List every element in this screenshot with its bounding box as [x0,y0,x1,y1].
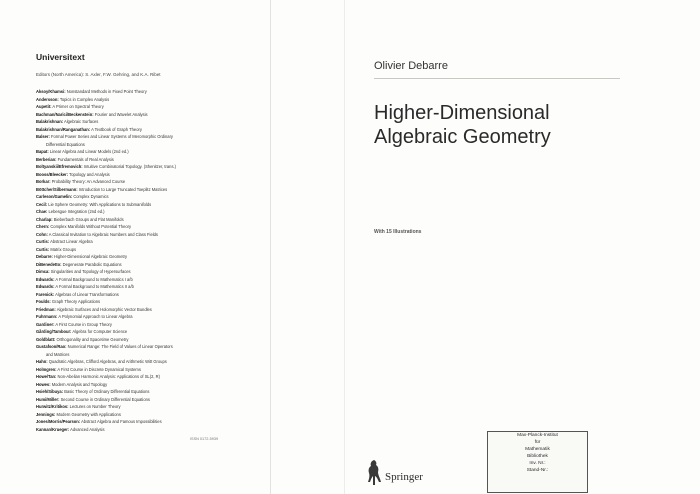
series-list-item [36,403,278,411]
stamp-line: Inv. Nr.: [529,461,546,466]
series-item-author: Curtis: [36,246,50,252]
series-item-title: Non-Abelian Harmonic Analysis: Applications of SL(2, R) [57,374,160,379]
series-list-item [36,103,278,111]
series-item-title: A Polynomial Approach to Linear Algebra [58,314,133,319]
series-item-author: Balser: [36,134,50,139]
series-item-title: Complex Dynamics [73,194,109,199]
series-item-title: Bieberbach Groups and Flat Manifolds [53,216,124,222]
series-list-item [36,88,278,96]
series-item-title: Nonstandard Methods in Fixed Point Theory [66,89,147,94]
series-item-author: Farenick: [36,291,55,297]
series-item-author: Aksoy/Khamsi: [36,89,66,94]
series-list-item [36,268,278,276]
stamp-line: Bibliothek [527,454,548,459]
series-item-author: Edwards: [36,284,55,289]
series-item-author: Gårding/Tambour: [36,329,72,334]
series-item-title: A Textbook of Graph Theory [91,126,142,132]
series-item-title: Lebesgue Integration (2nd ed.) [48,209,105,214]
series-item-title: Linear Algebra and Linear Models (2nd ed.) [49,149,129,154]
series-item-title: A First Course in Discrete Dynamical Systems [57,366,141,372]
series-item-title: A Classical Invitation to Algebraic Numbers and Class Fields [48,231,158,237]
stamp-line: Max-Planck-Institut [517,433,558,438]
series-item-title: Higher-Dimensional Algebraic Geometry [53,254,128,259]
series-book-list [36,88,278,433]
series-list-item [36,186,278,194]
series-list-item [36,193,278,201]
series-item-author: DiBenedetto: [36,261,62,267]
series-item-author: Edwards: [36,276,55,282]
series-list-item [36,148,278,156]
series-item-author: Gustafson/Rao: [36,344,67,349]
series-item-author: Dimca: [36,269,50,274]
series-item-title: Differential Equations [46,141,85,147]
series-list-item [36,426,278,434]
series-item-title: Topology and Analysis [69,171,110,177]
series-item-title: A First Course in Group Theory [55,321,112,327]
series-list-item [36,201,278,209]
series-item-author: Goldblatt: [36,336,56,342]
series-item-title: Modern Analysis and Topology [51,381,108,387]
series-item-title: and Matrices [46,351,70,357]
series-item-title: Second Course in Ordinary Differential Equations [60,396,150,402]
series-item-title: Abstract Linear Algebra [50,239,93,244]
series-item-author: Howe/Tan: [36,374,57,379]
series-list-item [36,328,278,336]
series-item-author: Fuhrmann: [36,314,58,319]
title-page [344,0,700,494]
series-list-item [36,208,278,216]
illustrations-note: With 15 Illustrations [374,229,422,235]
springer-horse-icon [365,458,383,488]
series-item-author: Hurwitz/Kritikos: [36,404,69,409]
series-item-author: Hsieh/Sibuya: [36,389,64,394]
series-list-item [36,373,278,381]
series-list-item [36,216,278,224]
series-editors: Editors (North America): S. Axler, F.W. Gehring, and K.A. Ribet [36,72,161,77]
series-list-item [36,178,278,186]
series-item-title: Formal Power Series and Linear Systems of Meromorphic Ordinary [51,134,173,139]
series-list-item [36,118,278,126]
library-stamp [487,431,588,493]
series-item-author: Holmgren: [36,366,57,372]
series-item-title: Topics in Complex Analysis [59,96,110,102]
series-list-item [36,96,278,104]
series-list-item [36,291,278,299]
title-rule [374,78,620,79]
series-item-author: Aupetit: [36,104,52,109]
series-item-author: Gardiner: [36,321,55,327]
series-item-title: Advanced Analysis [70,426,105,432]
series-list-item [36,358,278,366]
series-list-item [36,253,278,261]
series-list-item [36,261,278,269]
series-item-author: Cohn: [36,231,48,237]
series-list-item [36,223,278,231]
series-list-item [36,111,278,119]
series-item-author: Kannan/Krueger: [36,426,70,432]
series-item-author: Curtis: [36,239,50,244]
series-item-title: Lie Sphere Geometry: With Applications to Submanifolds [48,201,152,207]
series-item-title: Abstract Algebra and Famous Impossibilities [81,419,162,424]
book-title-line-1: Higher-Dimensional [374,102,550,124]
series-item-title: A Formal Background to Mathematics II a/b [55,284,134,289]
series-item-author: Borkar: [36,179,51,184]
series-item-title: Quadratic Algebras, Clifford Algebras, and Arithmetic Witt Groups [48,359,167,364]
series-item-author: Foulds: [36,299,51,304]
series-item-title: Modern Geometry with Applications [56,411,121,417]
series-item-title: Fundamentals of Real Analysis [57,156,114,162]
publisher-name: Springer [385,471,423,483]
series-list-item [36,171,278,179]
series-list-item [36,388,278,396]
series-list-item [36,321,278,329]
series-item-title: Degenerate Parabolic Equations [62,261,122,267]
series-item-author: Bachman/Narici/Beckenstein: [36,111,94,117]
series-list-item [36,246,278,254]
series-item-title: Basic Theory of Ordinary Differential Equations [64,389,150,394]
series-list-item [36,231,278,239]
series-item-author: Carleson/Gamelin: [36,194,73,199]
series-list-item [36,396,278,404]
series-item-author: Balakrishnan/Ranganathan: [36,126,91,132]
series-item-title: Algebraic Surfaces [64,119,99,124]
series-item-author: Bapat: [36,149,49,154]
series-item-title: Graph Theory Applications [51,299,101,304]
series-item-author: Cecil: [36,201,48,207]
series-item-title: Probability Theory: An Advanced Course [51,179,126,184]
series-item-title: Matrix Groups [50,246,77,252]
series-list-item [36,336,278,344]
series-list-item [36,126,278,134]
series-item-author: Jones/Morris/Pearson: [36,419,81,424]
publisher-imprint [365,458,455,488]
series-list-item [36,343,278,351]
series-list-item [36,381,278,389]
series-item-author: Friedman: [36,306,56,312]
series-item-title: A Primer on Spectral Theory [52,104,104,109]
series-list-item [36,411,278,419]
series-item-title: A Formal Background to Mathematics I a/b [55,276,133,282]
author-name: Olivier Debarre [374,60,448,72]
series-list-item [36,306,278,314]
series-list-item [36,366,278,374]
series-code: ISSN 0172-5939 [190,437,219,441]
series-item-author: Debarre: [36,254,53,259]
series-list-item [36,276,278,284]
series-item-title: Algebras of Linear Transformations [55,291,119,297]
series-item-author: Howes: [36,381,51,387]
book-title [374,101,551,149]
series-item-title: Intuitive Combinatorial Topology. (Shenitzer, trans.) [83,164,177,169]
series-list-item [36,313,278,321]
series-list-item [36,238,278,246]
series-page [0,0,340,494]
series-list-item [36,283,278,291]
series-item-author: Jennings: [36,411,56,417]
stamp-line: Mathematik [525,447,550,452]
series-list-item [36,133,278,141]
series-item-title: Lectures on Number Theory [69,404,121,409]
series-item-author: Hahn: [36,359,48,364]
series-item-author: Booss/Bleecker: [36,171,69,177]
series-item-author: Charlap: [36,216,53,222]
stamp-line: Stand-Nr.: [526,468,549,473]
series-title: Universitext [36,52,85,62]
series-item-title: Algebra for Computer Science [72,329,128,334]
series-item-title: Numerical Range: The Field of Values of Linear Operators [67,344,173,349]
series-item-author: Chae: [36,209,48,214]
series-item-author: Humi/Miller: [36,396,60,402]
series-item-title: Complex Manifolds Without Potential Theory [50,224,132,229]
series-item-title: Introduction to Large Truncated Toeplitz Matrices [78,186,168,192]
series-item-title: Orthogonality and Spacetime Geometry [56,336,129,342]
series-list-item [36,141,278,149]
series-item-title: Singularities and Topology of Hypersurfaces [50,269,131,274]
series-item-author: Boltyanskii/Efremovich: [36,164,83,169]
stamp-line: für [534,440,541,445]
series-list-item [36,156,278,164]
series-item-author: Böttcher/Silbermann: [36,186,78,192]
series-list-item [36,418,278,426]
series-item-title: Fourier and Wavelet Analysis [94,111,148,117]
book-title-line-2: Algebraic Geometry [374,126,551,148]
series-item-author: Andersson: [36,96,59,102]
series-item-author: Balakrishnan: [36,119,64,124]
series-list-item [36,298,278,306]
series-list-item [36,163,278,171]
series-list-item [36,351,278,359]
series-item-author: Berberian: [36,156,57,162]
series-item-title: Algebraic Surfaces and Holomorphic Vector Bundles [56,306,152,312]
series-item-author: Chern: [36,224,50,229]
